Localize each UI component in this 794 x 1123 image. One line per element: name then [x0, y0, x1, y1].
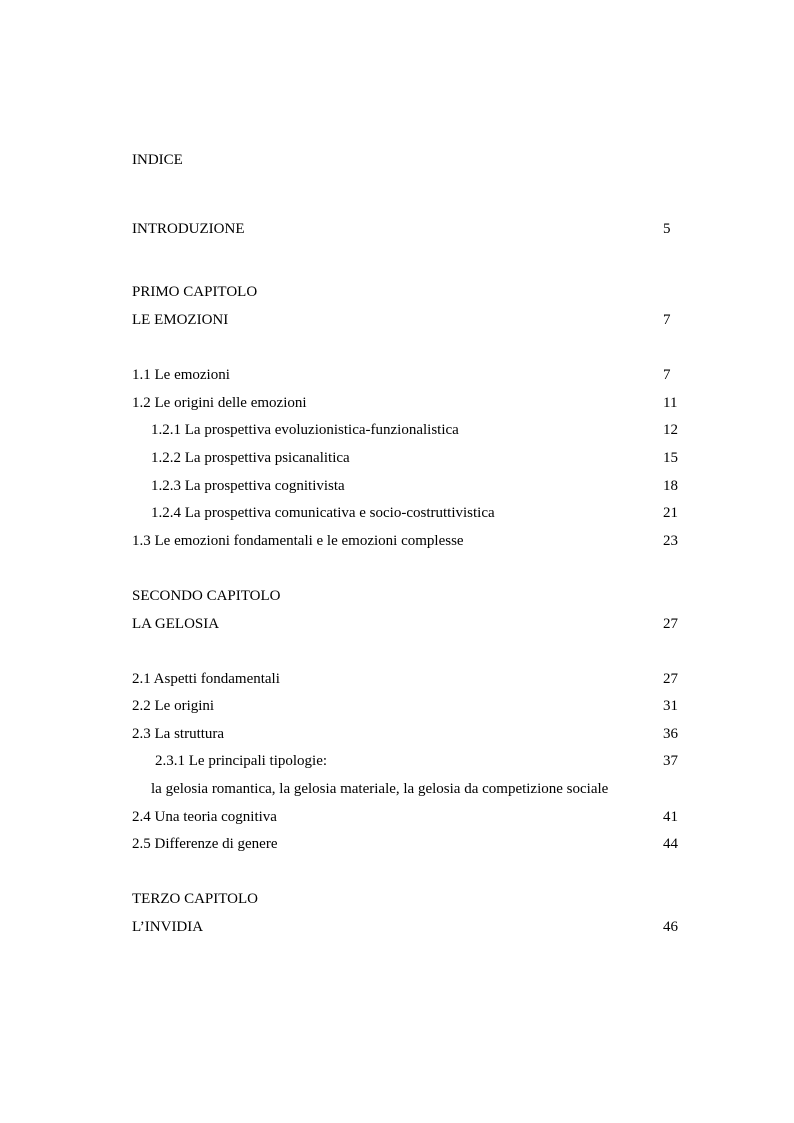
chapter3-title: L’INVIDIA	[132, 919, 204, 935]
toc-entry-page: 31	[663, 698, 678, 714]
toc-entry-page: 21	[663, 505, 678, 521]
toc-entry-page: 12	[663, 422, 678, 438]
chapter1-page: 7	[663, 312, 671, 328]
toc-entry-label: 1.1 Le emozioni	[132, 367, 230, 383]
toc-entry-label: 2.2 Le origini	[132, 698, 215, 714]
toc-entry-page: 15	[663, 450, 678, 466]
toc-subentry-continuation: la gelosia romantica, la gelosia materiale, la gelosia da competizione sociale	[151, 781, 609, 797]
toc-subentry-label: 1.2.4 La prospettiva comunicativa e socio-costruttivistica	[151, 505, 495, 521]
toc-entry-label: 1.2 Le origini delle emozioni	[132, 395, 307, 411]
toc-entry-label: 2.5 Differenze di genere	[132, 836, 278, 852]
toc-entry-page: 44	[663, 836, 678, 852]
toc-entry-page: 7	[663, 367, 671, 383]
toc-subentry-label: 1.2.3 La prospettiva cognitivista	[151, 478, 345, 494]
toc-entry-page: 11	[663, 395, 678, 411]
toc-entry-page: 18	[663, 478, 678, 494]
toc-entry-page: 37	[663, 753, 678, 769]
chapter1-title: LE EMOZIONI	[132, 312, 229, 328]
toc-entry-page: 41	[663, 809, 678, 825]
chapter3-heading: TERZO CAPITOLO	[132, 891, 258, 907]
toc-entry-page: 36	[663, 726, 678, 742]
toc-entry-page: 27	[663, 671, 678, 687]
toc-entry-label: 2.4 Una teoria cognitiva	[132, 809, 277, 825]
chapter1-heading: PRIMO CAPITOLO	[132, 284, 258, 300]
toc-subentry-label: 2.3.1 Le principali tipologie:	[155, 753, 328, 769]
toc-intro-label: INTRODUZIONE	[132, 221, 245, 237]
toc-entry-label: 2.1 Aspetti fondamentali	[132, 671, 280, 687]
toc-entry-label: 2.3 La struttura	[132, 726, 225, 742]
chapter2-heading: SECONDO CAPITOLO	[132, 588, 281, 604]
chapter2-page: 27	[663, 616, 678, 632]
toc-entry-label: 1.3 Le emozioni fondamentali e le emozioni complesse	[132, 533, 464, 549]
chapter3-page: 46	[663, 919, 678, 935]
toc-subentry-label: 1.2.1 La prospettiva evoluzionistica-funzionalistica	[151, 422, 459, 438]
toc-title: INDICE	[132, 152, 183, 168]
toc-subentry-label: 1.2.2 La prospettiva psicanalitica	[151, 450, 350, 466]
toc-entry-page: 23	[663, 533, 678, 549]
chapter2-title: LA GELOSIA	[132, 616, 220, 632]
toc-intro-page: 5	[663, 221, 671, 237]
